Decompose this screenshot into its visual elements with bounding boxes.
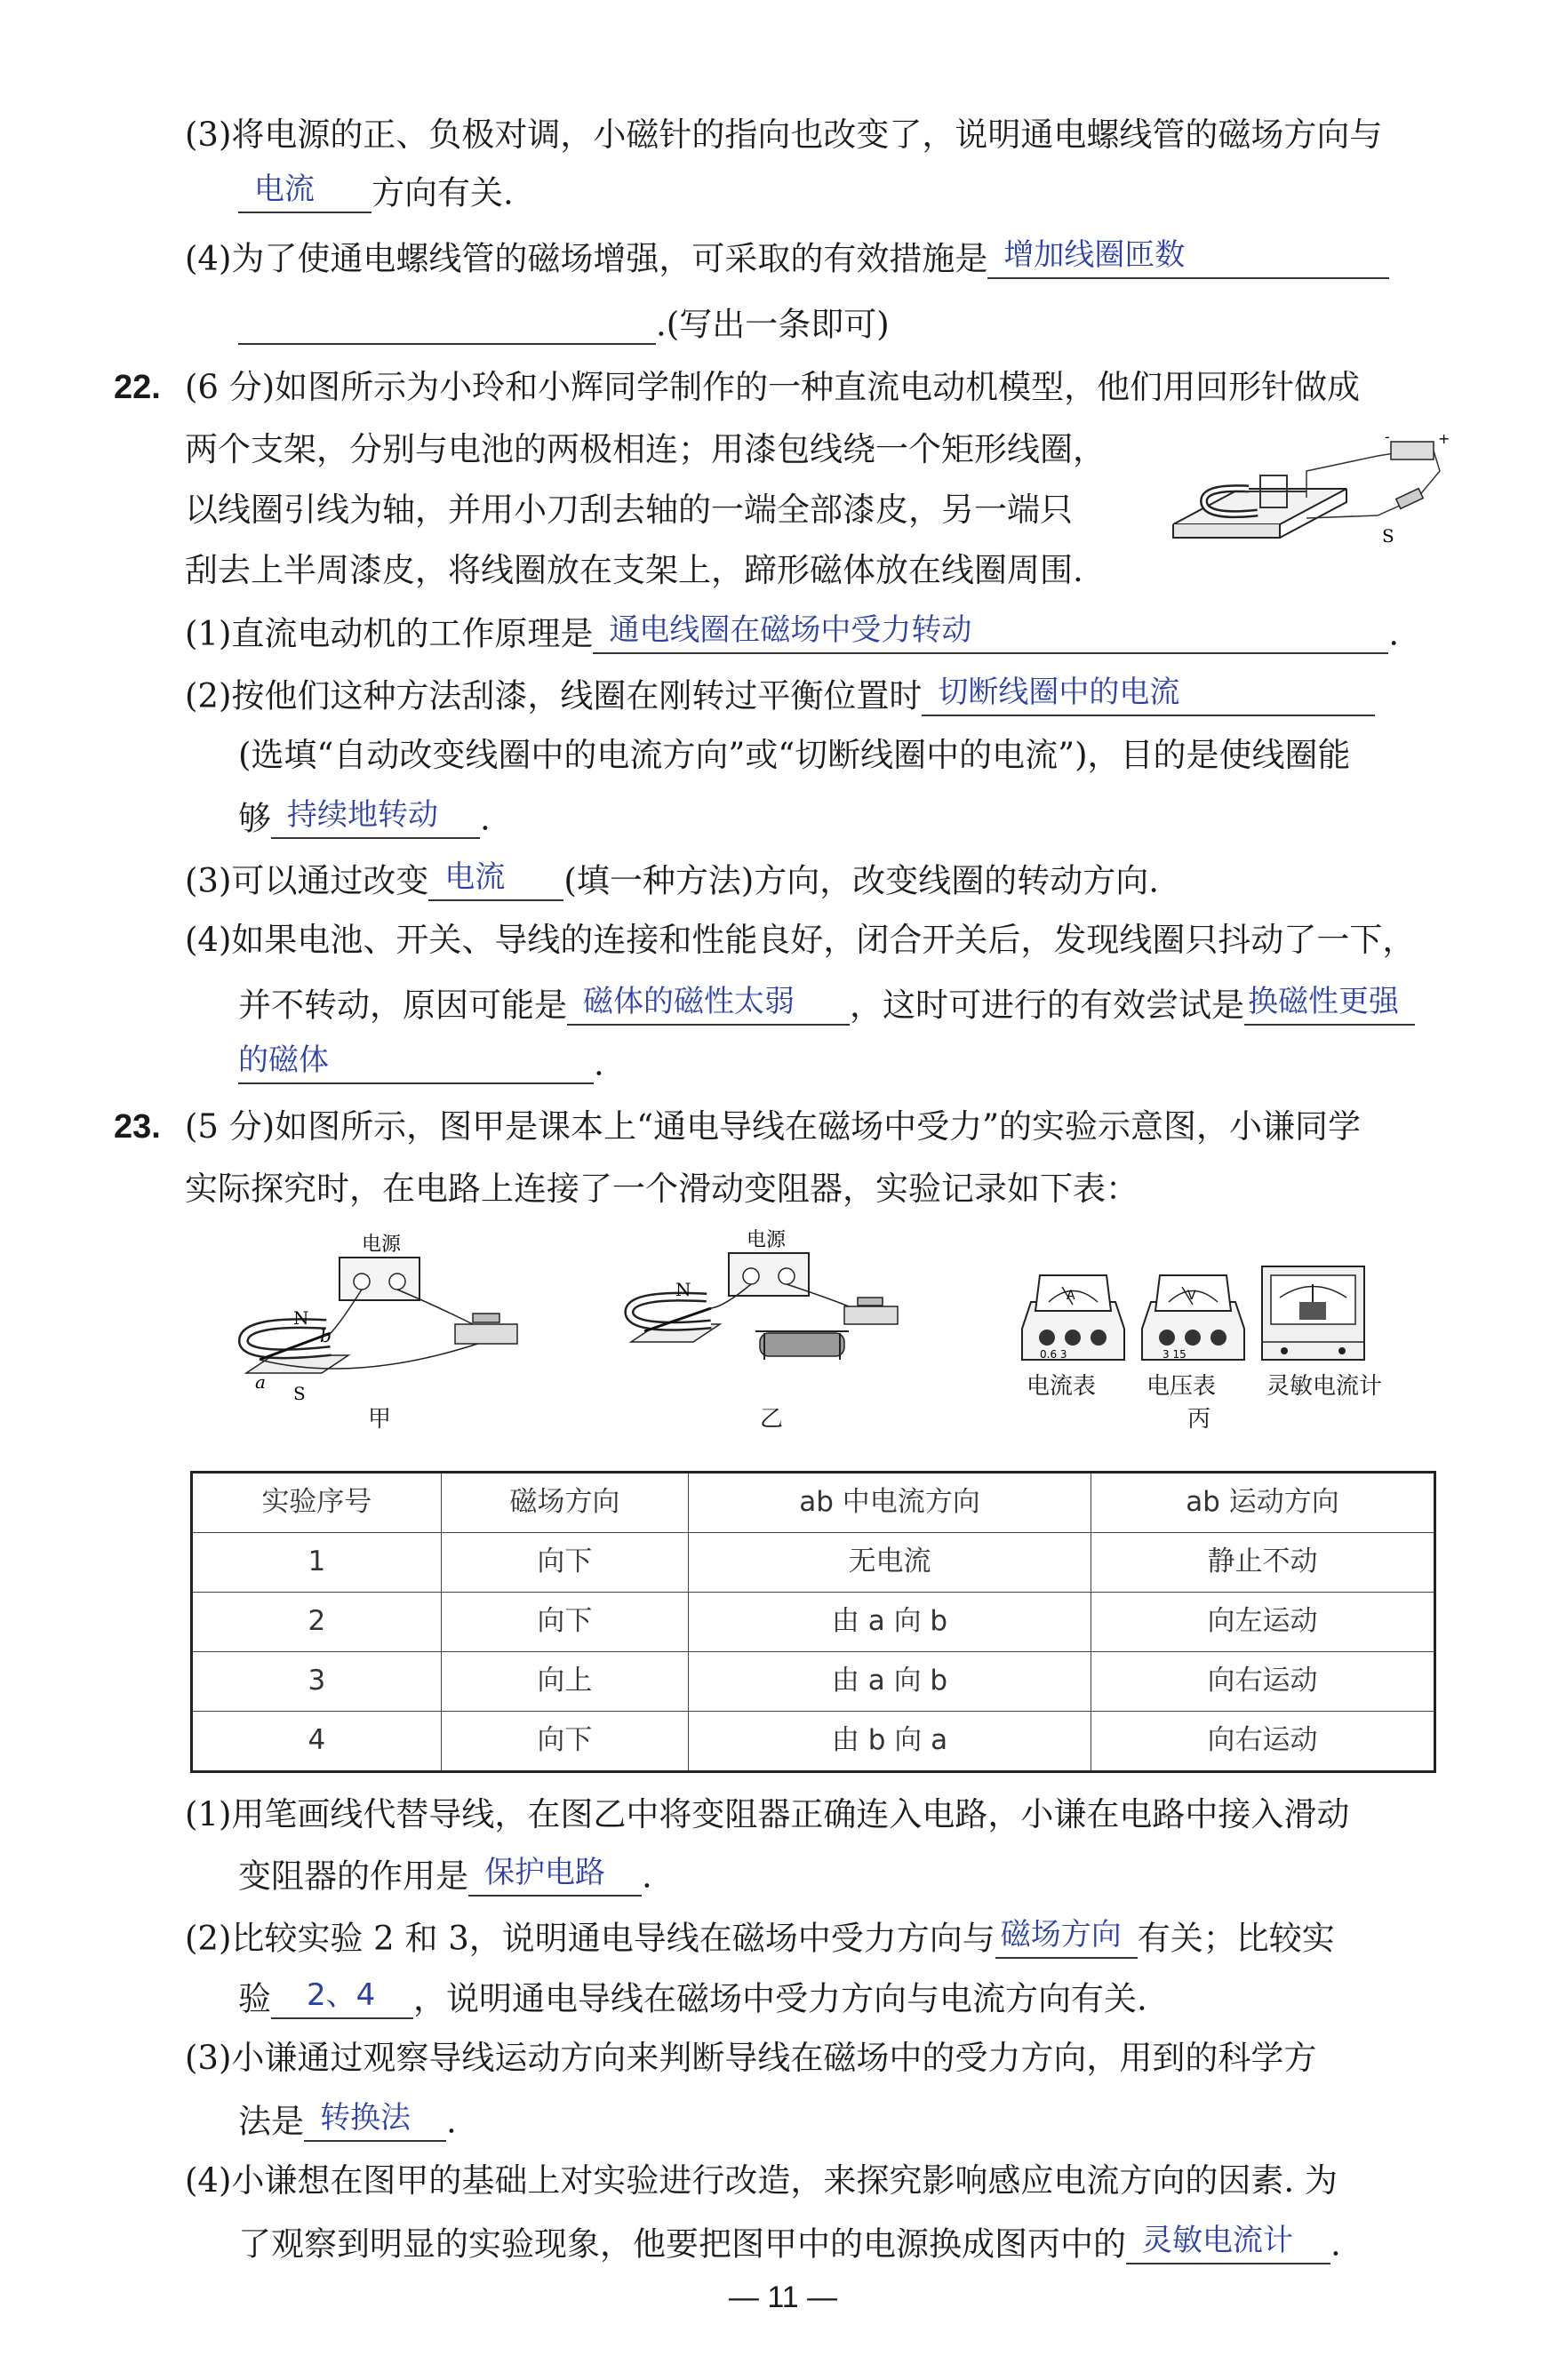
figure-jia-caption: 甲 (368, 1406, 392, 1433)
table-cell: 2 (192, 1593, 442, 1652)
figure-bing (1013, 1262, 1386, 1378)
q23-part2-answer2: 2、4 (307, 1977, 376, 2014)
voltmeter-caption: 电压表 (1147, 1373, 1217, 1400)
q23-part1-line2: 变阻器的作用是 保护电路 . (238, 1855, 652, 1896)
q22-intro-line3: 以线圈引线为轴，并用小刀刮去轴的一端全部漆皮，另一端只 (185, 491, 1073, 529)
figure-yi (622, 1226, 924, 1378)
table-cell: 3 (192, 1652, 442, 1712)
table-header-cell: ab 中电流方向 (689, 1473, 1091, 1533)
q22-part1-answer: 通电线圈在磁场中受力转动 (609, 612, 972, 649)
q22-part2-line3: 够 持续地转动 . (238, 797, 491, 838)
table-cell: 向上 (441, 1652, 688, 1712)
q23-part2-line2: 验 2、4 ，说明通电导线在磁场中受力方向与电流方向有关. (238, 1977, 1147, 2018)
ammeter-caption: 电流表 (1027, 1373, 1097, 1400)
svg-text:A: A (1067, 1289, 1075, 1303)
table-cell: 由 b 向 a (689, 1712, 1091, 1772)
q22-intro-line1: (6 分)如图所示为小玲和小辉同学制作的一种直流电动机模型，他们用回形针做成 (185, 368, 1361, 406)
q22-part2-blank2[interactable] (271, 796, 480, 839)
q22-part4-answer2b: 的磁体 (238, 1042, 329, 1079)
q23-part4-blank[interactable] (1126, 2222, 1330, 2264)
q22-part4-line3: 的磁体 . (238, 1042, 604, 1083)
q22-part4-answer: 磁体的磁性太弱 (583, 984, 795, 1020)
q22-part4-text: (4)如果电池、开关、导线的连接和性能良好，闭合开关后，发现线圈只抖动了一下， (185, 921, 1416, 959)
svg-text:0.6 3: 0.6 3 (1040, 1348, 1067, 1361)
table-header-cell: ab 运动方向 (1091, 1473, 1434, 1533)
table-cell: 向下 (441, 1593, 688, 1652)
q21-part4-text: (4)为了使通电螺线管的磁场增强，可采取的有效措施是 增加线圈匝数 (185, 236, 1389, 279)
q23-part2-blank[interactable] (995, 1916, 1138, 1959)
q23-part1-blank[interactable] (468, 1854, 642, 1897)
dc-motor-figure (1164, 431, 1458, 560)
page-number: — 11 — (728, 2280, 838, 2314)
svg-text:3 15: 3 15 (1163, 1348, 1186, 1361)
q22-part1-text: (1)直流电动机的工作原理是 通电线圈在磁场中受力转动 . (185, 612, 1400, 653)
svg-text:V: V (1187, 1289, 1196, 1303)
svg-text:b: b (320, 1325, 332, 1346)
q22-part4-blank3[interactable] (238, 1042, 594, 1084)
figure-jia (233, 1226, 535, 1404)
table-cell: 向下 (441, 1712, 688, 1772)
table-cell: 1 (192, 1533, 442, 1593)
motor-switch-label: S (1382, 525, 1394, 547)
q22-part4-line2: 并不转动，原因可能是 磁体的磁性太弱 ，这时可进行的有效尝试是 换磁性更强 (238, 983, 1415, 1026)
q22-part2-answer2: 持续地转动 (287, 797, 438, 834)
figure-yi-caption: 乙 (760, 1406, 784, 1433)
figure-bing-caption: 丙 (1187, 1406, 1211, 1433)
q23-part3-text: (3)小谦通过观察导线运动方向来判断导线在磁场中的受力方向，用到的科学方 (185, 2039, 1317, 2077)
q22-number: 22. (114, 369, 161, 406)
q23-part4-line2: 了观察到明显的实验现象，他要把图甲中的电源换成图丙中的 灵敏电流计 . (238, 2223, 1341, 2264)
experiment-table (190, 1471, 1436, 1773)
q23-intro-line2: 实际探究时，在电路上连接了一个滑动变阻器，实验记录如下表： (185, 1170, 1139, 1208)
svg-text:S: S (293, 1383, 306, 1404)
yi-power-label: 电源 (747, 1229, 787, 1251)
galvanometer-caption: 灵敏电流计 (1266, 1373, 1383, 1400)
q22-intro-line2: 两个支架，分别与电池的两极相连；用漆包线绕一个矩形线圈， (185, 430, 1106, 468)
q23-part1-text: (1)用笔画线代替导线，在图乙中将变阻器正确连入电路，小谦在电路中接入滑动 (185, 1795, 1350, 1833)
table-cell: 无电流 (689, 1533, 1091, 1593)
q22-part2-text: (2)按他们这种方法刮漆，线圈在刚转过平衡位置时 切断线圈中的电流 (185, 674, 1375, 716)
q22-intro-line4: 刮去上半周漆皮，将线圈放在支架上，蹄形磁体放在线圈周围. (185, 551, 1083, 589)
table-cell: 向下 (441, 1533, 688, 1593)
q23-part2-answer: 磁场方向 (1000, 1917, 1122, 1953)
q23-intro-line1: (5 分)如图所示，图甲是课本上“通电导线在磁场中受力”的实验示意图，小谦同学 (185, 1107, 1362, 1146)
table-row (192, 1533, 1435, 1593)
q21-part4-answer: 增加线圈匝数 (1003, 237, 1186, 274)
q21-part4-blank2[interactable] (238, 302, 656, 345)
q21-part3-blank[interactable] (238, 171, 372, 213)
table-row (192, 1712, 1435, 1772)
svg-text:N: N (293, 1307, 309, 1329)
q22-part4-blank2[interactable] (1244, 983, 1415, 1026)
q22-part3-answer: 电流 (444, 859, 506, 896)
table-cell: 向左运动 (1091, 1593, 1434, 1652)
q23-part3-blank[interactable] (304, 2099, 446, 2142)
q22-part4-blank[interactable] (567, 983, 850, 1026)
table-header-cell: 实验序号 (192, 1473, 442, 1533)
q23-part4-text: (4)小谦想在图甲的基础上对实验进行改造，来探究影响感应电流方向的因素. 为 (185, 2161, 1338, 2200)
q21-part3-answer-line: 电流 方向有关. (238, 171, 514, 213)
q21-part4-blank[interactable] (987, 236, 1389, 279)
q23-part3-line2: 法是 转换法 . (238, 2100, 457, 2141)
q23-part3-answer: 转换法 (320, 2100, 411, 2136)
q21-part3-text: (3)将电源的正、负极对调，小磁针的指向也改变了，说明通电螺线管的磁场方向与 (185, 116, 1383, 154)
svg-text:N: N (675, 1279, 691, 1300)
q22-part4-answer2a: 换磁性更强 (1248, 984, 1399, 1020)
q21-part3-answer: 电流 (254, 172, 315, 208)
jia-power-label: 电源 (362, 1234, 402, 1256)
table-cell: 4 (192, 1712, 442, 1772)
q22-part3-blank[interactable] (428, 859, 563, 901)
q21-part4-line2: .(写出一条即可) (238, 302, 890, 345)
q22-part2-answer: 切断线圈中的电流 (938, 675, 1180, 711)
table-cell: 静止不动 (1091, 1533, 1434, 1593)
table-cell: 由 a 向 b (689, 1593, 1091, 1652)
table-row (192, 1652, 1435, 1712)
table-cell: 向右运动 (1091, 1712, 1434, 1772)
table-header-row (192, 1473, 1435, 1533)
q22-part2-blank[interactable] (922, 674, 1375, 716)
table-cell: 由 a 向 b (689, 1652, 1091, 1712)
q23-part2-text: (2)比较实验 2 和 3，说明通电导线在磁场中受力方向与 磁场方向 有关；比较实 (185, 1917, 1335, 1958)
q22-part2-line2: (选填“自动改变线圈中的电流方向”或“切断线圈中的电流”)，目的是使线圈能 (238, 736, 1351, 774)
q22-part3-text: (3)可以通过改变 电流 (填一种方法)方向，改变线圈的转动方向. (185, 859, 1160, 900)
svg-text:+: + (1438, 431, 1450, 447)
q23-part1-answer: 保护电路 (484, 1855, 605, 1891)
q23-number: 23. (114, 1108, 161, 1146)
table-header-cell: 磁场方向 (441, 1473, 688, 1533)
q23-part2-blank2[interactable] (271, 1977, 413, 2019)
svg-text:a: a (255, 1371, 266, 1393)
table-cell: 向右运动 (1091, 1652, 1434, 1712)
q23-part4-answer: 灵敏电流计 (1142, 2223, 1293, 2259)
q22-part1-blank[interactable] (593, 611, 1388, 654)
table-row (192, 1593, 1435, 1652)
svg-text:-: - (1385, 431, 1390, 445)
